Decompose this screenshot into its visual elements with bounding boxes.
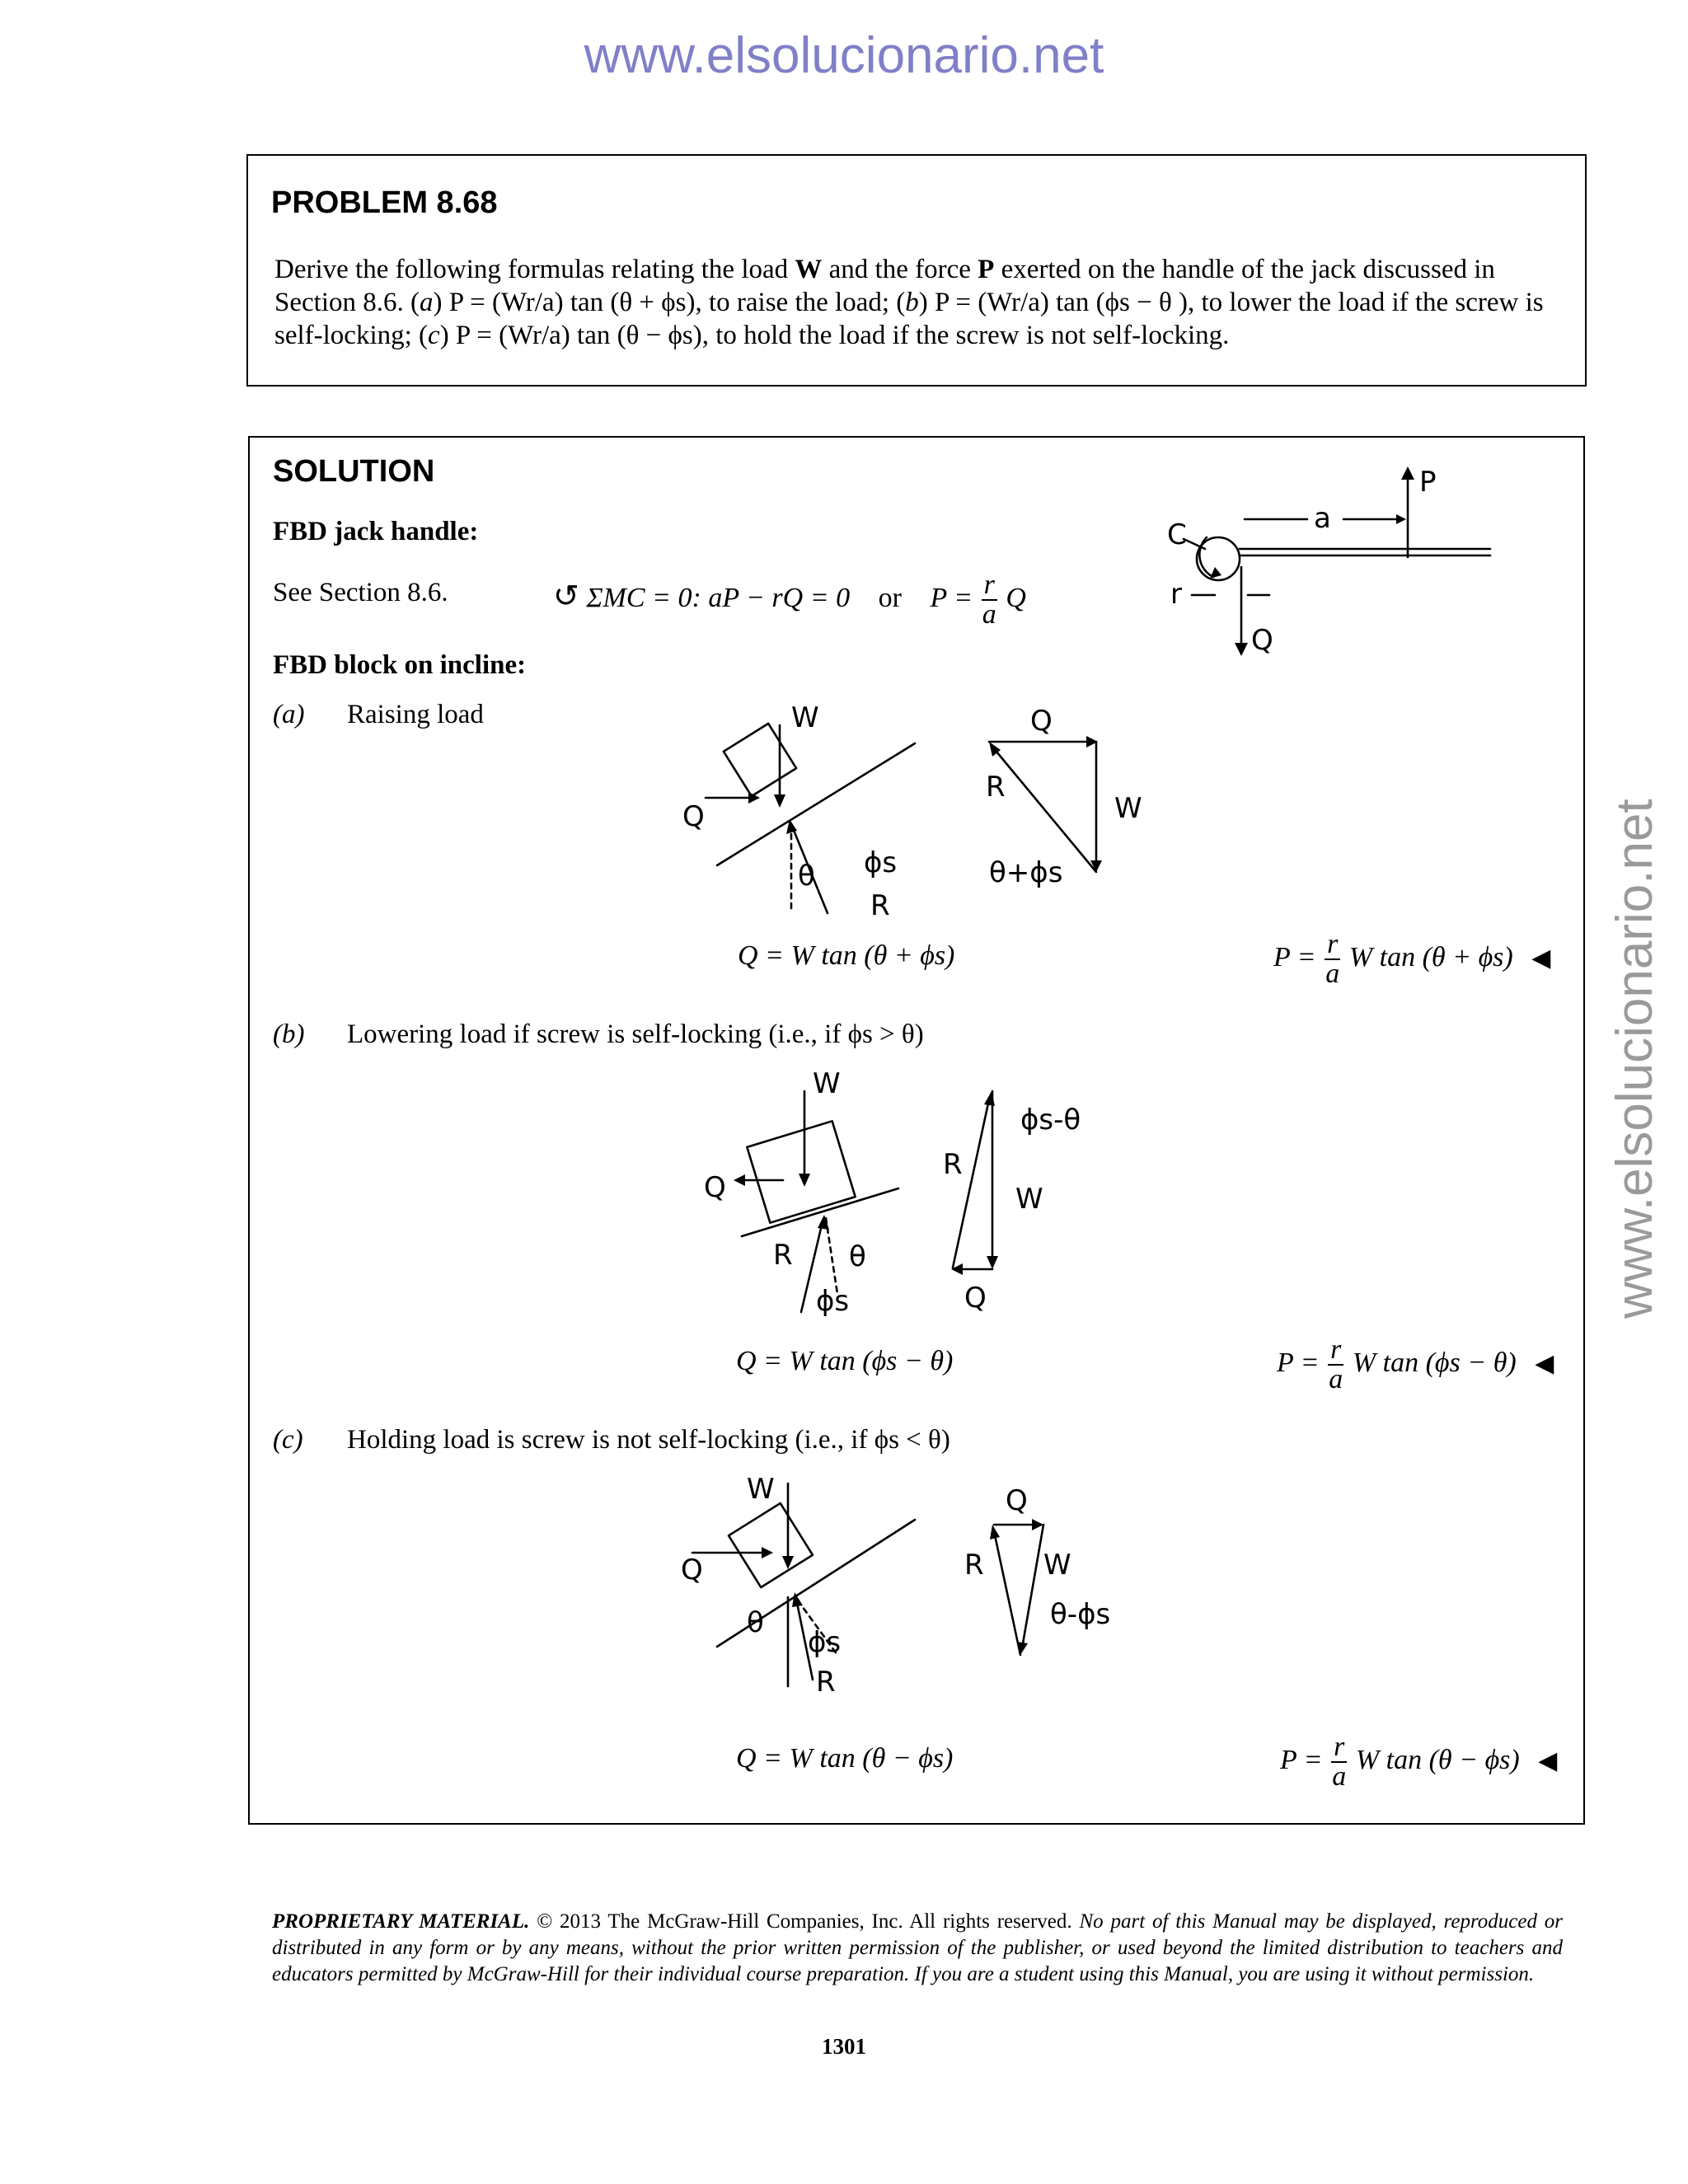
answer-marker-icon: ◀ — [1538, 1746, 1558, 1775]
tri-label-Q: Q — [1006, 1484, 1028, 1517]
fbd-handle-heading: FBD jack handle: — [273, 517, 479, 546]
fraction-denominator: a — [1329, 1364, 1343, 1394]
normal-line — [826, 1218, 837, 1294]
triangle-R — [992, 747, 1096, 872]
label-W: W — [747, 1473, 775, 1506]
p-eq-right: Q — [1006, 582, 1026, 613]
block — [724, 724, 796, 796]
problem-title: PROBLEM 8.68 — [271, 185, 498, 220]
tri-label-W: W — [1043, 1549, 1071, 1582]
problem-text-6: ) P = (Wr/a) tan (θ − ϕs), to hold the load if the screw is not self-locking. — [439, 321, 1230, 350]
triangle-R — [953, 1099, 989, 1268]
label-P: P — [1419, 466, 1437, 499]
answer-marker-icon: ◀ — [1535, 1348, 1554, 1378]
force-Q-arrowhead — [762, 1547, 773, 1558]
tri-label-phi-minus-theta: ϕs-θ — [1020, 1104, 1081, 1137]
moment-eq-text: ΣMC = 0: aP − rQ = 0 — [586, 582, 851, 613]
problem-text-4: ) P = (Wr/a) tan (θ + ϕs), to raise the load; ( — [433, 288, 906, 317]
part-a-q-equation: Q = W tan (θ + ϕs) — [738, 940, 955, 971]
part-c-q-equation: Q = W tan (θ − ϕs) — [736, 1743, 954, 1774]
problem-box — [246, 154, 1587, 387]
problem-text-3: exerted on the handle of the jack discussed in Section 8.6. ( — [274, 255, 1495, 317]
label-Q: Q — [1251, 624, 1273, 657]
tri-label-W: W — [1114, 792, 1142, 825]
p-right: W tan (θ + ϕs) — [1348, 941, 1513, 972]
fbd-block-heading: FBD block on incline: — [273, 650, 527, 680]
watermark-side: www.elsolucionario.net — [1606, 799, 1663, 1319]
label-W: W — [813, 1067, 841, 1100]
label-phi-s: ϕs — [816, 1285, 850, 1318]
moment-arrowhead — [1210, 567, 1221, 579]
p-right: W tan (θ − ϕs) — [1355, 1744, 1520, 1775]
force-W-arrowhead — [799, 1174, 810, 1187]
label-W: W — [791, 701, 819, 734]
r-over-a-fraction — [1325, 930, 1340, 988]
problem-statement — [274, 253, 1560, 352]
p-left: P = — [1280, 1744, 1323, 1775]
p-right: W tan (ϕs − θ) — [1352, 1347, 1517, 1378]
tri-label-R: R — [986, 771, 1006, 804]
label-r: r — [1170, 578, 1182, 611]
part-a-label: (a) — [273, 700, 305, 729]
label-theta: θ — [849, 1240, 866, 1273]
tri-label-theta-plus-phi: θ+ϕs — [989, 856, 1063, 889]
part-b-title: Lowering load if screw is self-locking (i.e., if ϕs > θ) — [347, 1019, 924, 1049]
footer-notice-text: No part of this Manual may be displayed, reproduced or distributed in any form or by any means, without the prior written permission of the publisher, or used beyond the limited distribution to teachers and educators permitted by McGraw-Hill for their individual course preparation. If you are a student using this Manual, you are using it without permission. — [272, 1910, 1564, 1985]
label-phi-s: ϕs — [808, 1626, 842, 1659]
force-Q-arrowhead — [1235, 643, 1248, 656]
moment-equation — [553, 571, 1026, 629]
watermark-top: www.elsolucionario.net — [584, 27, 1104, 84]
triangle-W-arrowhead — [987, 1256, 998, 1269]
triangle-R-arrowhead — [990, 1525, 1000, 1540]
part-c-block-sketch — [676, 1474, 1154, 1713]
part-b-p-equation — [1277, 1336, 1554, 1394]
fraction-denominator: a — [1332, 1761, 1347, 1792]
footer-lead: PROPRIETARY MATERIAL. — [272, 1910, 530, 1933]
tri-label-R: R — [943, 1148, 963, 1181]
part-a-block-sketch — [676, 701, 1203, 931]
tri-label-Q: Q — [1030, 705, 1053, 738]
fraction-numerator: r — [1325, 930, 1340, 960]
triangle-R — [994, 1531, 1020, 1655]
p-eq-left: P = — [930, 582, 973, 613]
tri-label-Q: Q — [964, 1282, 987, 1315]
solution-title: SOLUTION — [273, 454, 435, 489]
load-symbol: W — [795, 255, 823, 284]
label-R: R — [870, 889, 890, 922]
tri-label-W: W — [1015, 1183, 1043, 1216]
label-Q: Q — [704, 1171, 726, 1204]
label-R: R — [816, 1666, 836, 1699]
force-Q-arrowhead — [734, 1174, 745, 1186]
footer-copyright: © 2013 The McGraw-Hill Companies, Inc. All rights reserved. — [529, 1910, 1080, 1933]
p-left: P = — [1277, 1347, 1320, 1378]
problem-text-1: Derive the following formulas relating the load — [274, 255, 795, 284]
r-over-a-fraction — [1331, 1733, 1347, 1791]
problem-text-2: and the force — [822, 255, 978, 284]
part-b-label: (b) — [273, 1019, 305, 1049]
part-c-label: (c) — [273, 1425, 303, 1455]
block — [729, 1503, 813, 1587]
see-section: See Section 8.6. — [273, 578, 448, 607]
answer-marker-icon: ◀ — [1531, 943, 1551, 972]
part-a-title: Raising load — [347, 700, 484, 729]
force-symbol: P — [978, 255, 995, 284]
label-Q: Q — [681, 1554, 703, 1586]
r-over-a-fraction — [1328, 1336, 1343, 1394]
page-number: 1301 — [822, 2034, 866, 2059]
part-b-letter: b — [905, 288, 919, 317]
fraction-denominator: a — [1325, 958, 1340, 989]
p-left: P = — [1273, 941, 1316, 972]
tri-label-theta-minus-phi: θ-ϕs — [1050, 1598, 1111, 1631]
part-b-block-sketch — [692, 1067, 1154, 1329]
fraction-numerator: r — [1328, 1336, 1343, 1366]
label-a: a — [1314, 502, 1331, 535]
part-a-letter: a — [419, 288, 434, 317]
fraction-denominator: a — [982, 599, 996, 630]
r-over-a-fraction — [982, 571, 997, 629]
footer-notice — [272, 1909, 1563, 1988]
part-c-letter: c — [428, 321, 440, 350]
force-W-arrowhead — [774, 794, 785, 808]
tri-label-R: R — [964, 1549, 984, 1582]
part-c-title: Holding load is screw is not self-locking (i.e., if ϕs < θ) — [347, 1425, 950, 1455]
fraction-numerator: r — [1331, 1733, 1347, 1763]
part-c-p-equation — [1280, 1733, 1557, 1791]
jack-handle-sketch — [1146, 462, 1437, 659]
problem-text-5: ) P = (Wr/a) tan (ϕs − θ ), to lower the load if the screw is self-locking; ( — [274, 288, 1544, 350]
label-R: R — [773, 1239, 793, 1272]
moment-arrow-icon: ↺ — [553, 579, 579, 614]
label-theta: θ — [747, 1606, 764, 1639]
label-phi-s: ϕs — [864, 846, 898, 879]
label-C: C — [1167, 518, 1187, 551]
label-theta: θ — [798, 860, 815, 893]
fraction-numerator: r — [982, 571, 997, 601]
part-b-q-equation: Q = W tan (ϕs − θ) — [736, 1346, 954, 1376]
triangle-W — [1022, 1525, 1043, 1648]
label-Q: Q — [682, 800, 705, 833]
or-text: or — [878, 582, 902, 613]
part-a-p-equation — [1273, 930, 1550, 988]
